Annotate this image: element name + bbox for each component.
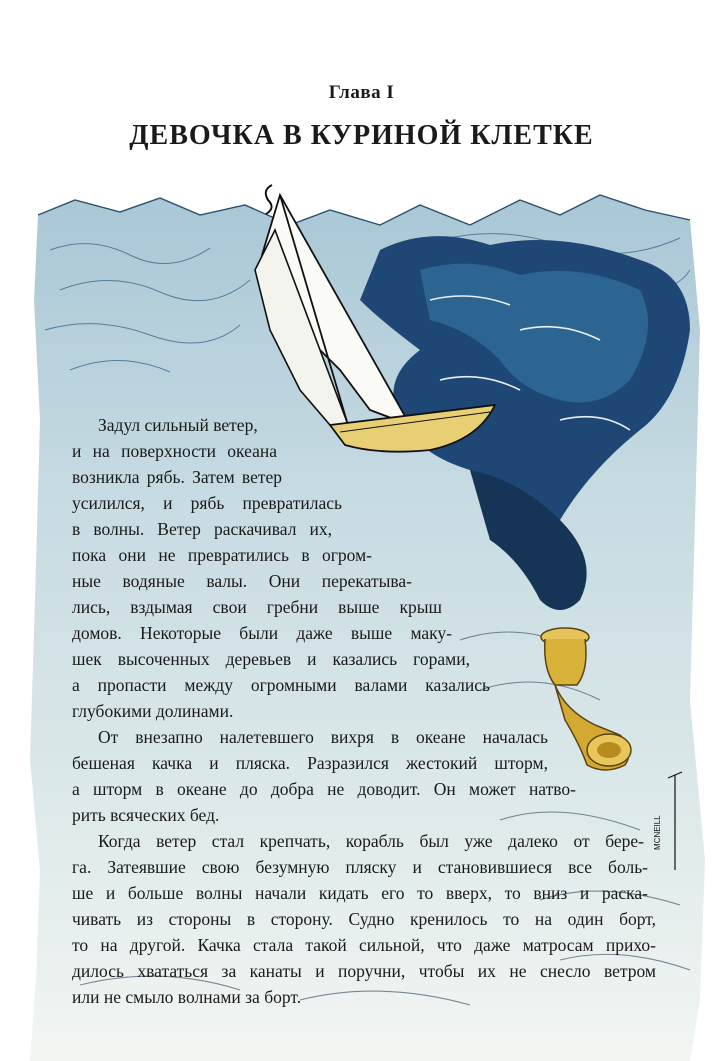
text-line: в волны. Ветер раскачивал их,: [72, 519, 332, 539]
text-line: бешеная качка и пляска. Разразился жестокий шторм,: [72, 753, 548, 773]
text-line: ше и больше волны начали кидать его то вверх, то вниз и раска-: [72, 883, 648, 903]
text-line: дилось хвататься за канаты и поручни, чтобы их не снесло ветром: [72, 961, 656, 981]
paragraph-3: [72, 828, 662, 1010]
text-line: а пропасти между огромными валами казались: [72, 675, 490, 695]
text-line: или не смыло волнами за борт.: [72, 987, 302, 1007]
text-line: Когда ветер стал крепчать, корабль был уже далеко от бере-: [98, 831, 644, 851]
text-line: ные водяные валы. Они перекатыва-: [72, 571, 412, 591]
text-line: шек высоченных деревьев и казались горами,: [72, 649, 470, 669]
text-line: га. Затеявшие свою безумную пляску и становившиеся все боль-: [72, 857, 648, 877]
text-line: рить всяческих бед.: [72, 805, 220, 825]
text-line: то на другой. Качка стала такой сильной, что даже матросам прихо-: [72, 935, 656, 955]
paragraph-2: [72, 724, 662, 828]
text-line: От внезапно налетевшего вихря в океане началась: [98, 727, 548, 747]
chapter-title: ДЕВОЧКА В КУРИНОЙ КЛЕТКЕ: [129, 120, 594, 151]
text-line: домов. Некоторые были даже выше маку-: [72, 623, 452, 643]
text-line: глубокими долинами.: [72, 701, 234, 721]
text-line: Задул сильный ветер,: [98, 415, 258, 435]
text-line: возникла рябь. Затем ветер: [72, 467, 282, 487]
text-line: лись, вздымая свои гребни выше крыш: [72, 597, 442, 617]
text-line: а шторм в океане до добра не доводит. Он может натво-: [72, 779, 576, 799]
body-text: [72, 412, 662, 1010]
text-line: чивать из стороны в сторону. Судно кренилось то на один борт,: [72, 909, 656, 929]
chapter-label: Глава I: [328, 82, 395, 103]
text-line: и на поверхности океана: [72, 441, 277, 461]
artist-signature: MCNEILL: [653, 815, 662, 850]
text-line: пока они не превратились в огром-: [72, 545, 372, 565]
text-line: усилился, и рябь превратилась: [72, 493, 342, 513]
paragraph-1: [72, 412, 662, 724]
